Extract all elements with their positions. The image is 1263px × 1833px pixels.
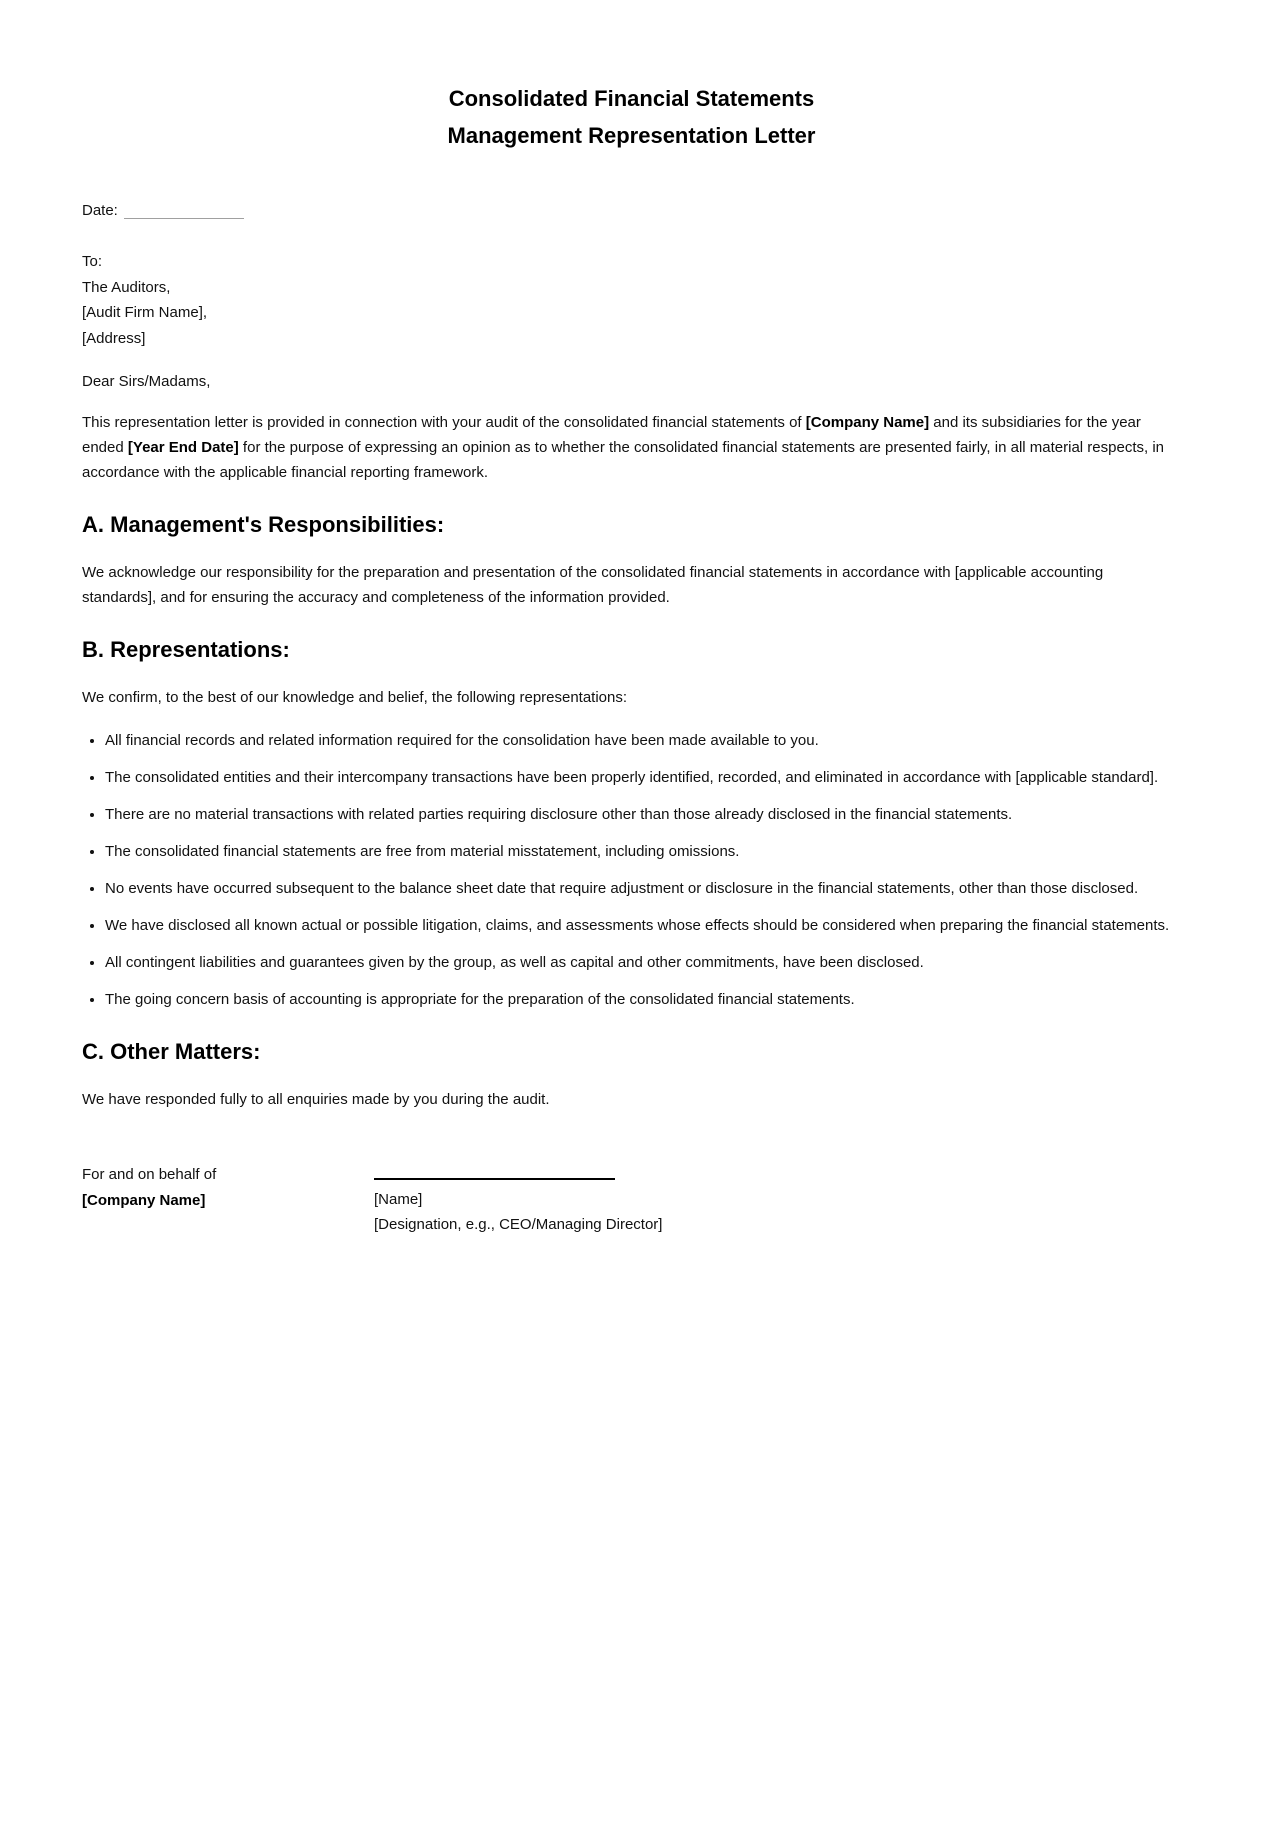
intro-text-3: for the purpose of expressing an opinion as to whether the consolidated financial statements are presented fairly, in all material respects, in accordance with the applicable financial reporting framework. bbox=[82, 439, 1165, 481]
section-c-paragraph: We have responded fully to all enquiries made by you during the audit. bbox=[82, 1091, 550, 1108]
representation-item-contingent-liabilities: • All contingent liabilities and guarantees given by the group, as well as capital and other commitments, have been disclosed. bbox=[105, 950, 1181, 975]
representation-item-subsequent-events: • No events have occurred subsequent to the balance sheet date that require adjustment or disclosure in the financial statements, other than those disclosed. bbox=[105, 876, 1181, 901]
section-b-heading: B. Representations: bbox=[82, 637, 290, 662]
recipient-line-auditors: The Auditors, bbox=[82, 278, 171, 296]
signature-company-placeholder: [Company Name] bbox=[82, 1192, 206, 1209]
section-a-heading: A. Management's Responsibilities: bbox=[82, 512, 445, 537]
signature-blank-line[interactable] bbox=[374, 1162, 615, 1180]
recipient-line-firm: [Audit Firm Name], bbox=[82, 304, 208, 321]
signatory-designation-placeholder: [Designation, e.g., CEO/Managing Director] bbox=[374, 1216, 663, 1233]
signature-right-column bbox=[374, 1162, 662, 1237]
recipient-block bbox=[82, 249, 1181, 351]
signature-block bbox=[82, 1162, 1181, 1237]
title-line-1: Consolidated Financial Statements bbox=[448, 86, 815, 111]
recipient-line-to: To: bbox=[82, 253, 103, 270]
date-label: Date: bbox=[82, 202, 118, 219]
company-name-placeholder: [Company Name] bbox=[805, 414, 930, 431]
behalf-label: For and on behalf of bbox=[82, 1166, 217, 1183]
representations-list bbox=[82, 728, 1181, 1012]
signature-left-column bbox=[82, 1162, 374, 1237]
date-blank-field[interactable] bbox=[124, 202, 244, 219]
representation-item-misstatement: • The consolidated financial statements are free from material misstatement, including omissions. bbox=[105, 839, 1181, 864]
signatory-name-placeholder: [Name] bbox=[374, 1191, 423, 1208]
section-c-heading: C. Other Matters: bbox=[82, 1039, 261, 1064]
representation-item-going-concern: • The going concern basis of accounting is appropriate for the preparation of the consolidated financial statements. bbox=[105, 987, 1181, 1012]
date-row bbox=[82, 198, 1181, 223]
intro-paragraph bbox=[82, 410, 1181, 485]
recipient-line-address: [Address] bbox=[82, 329, 146, 347]
section-b-lead: We confirm, to the best of our knowledge and belief, the following representations: bbox=[82, 689, 628, 706]
document-title bbox=[82, 80, 1181, 154]
title-line-2: Management Representation Letter bbox=[447, 123, 816, 148]
representation-item-records: • All financial records and related information required for the consolidation have been made available to you. bbox=[105, 728, 1181, 753]
salutation: Dear Sirs/Madams, bbox=[82, 373, 211, 390]
section-a-paragraph: We acknowledge our responsibility for the preparation and presentation of the consolidated financial statements in accordance with [applicable accounting standards], and for ensuring the accuracy and completeness of the information provided. bbox=[82, 564, 1104, 606]
representation-item-entities: • The consolidated entities and their intercompany transactions have been properly identified, recorded, and eliminated in accordance with [applicable standard]. bbox=[105, 765, 1181, 790]
year-end-date-placeholder: [Year End Date] bbox=[127, 439, 239, 456]
intro-text-2: and its subsidiaries for the year ended bbox=[82, 414, 1141, 456]
representation-item-litigation: • We have disclosed all known actual or possible litigation, claims, and assessments whose effects should be considered when preparing the financial statements. bbox=[105, 913, 1181, 938]
intro-text-1: This representation letter is provided in connection with your audit of the consolidated financial statements of bbox=[82, 414, 806, 431]
representation-item-related-parties: • There are no material transactions with related parties requiring disclosure other than those already disclosed in the financial statements. bbox=[105, 802, 1181, 827]
